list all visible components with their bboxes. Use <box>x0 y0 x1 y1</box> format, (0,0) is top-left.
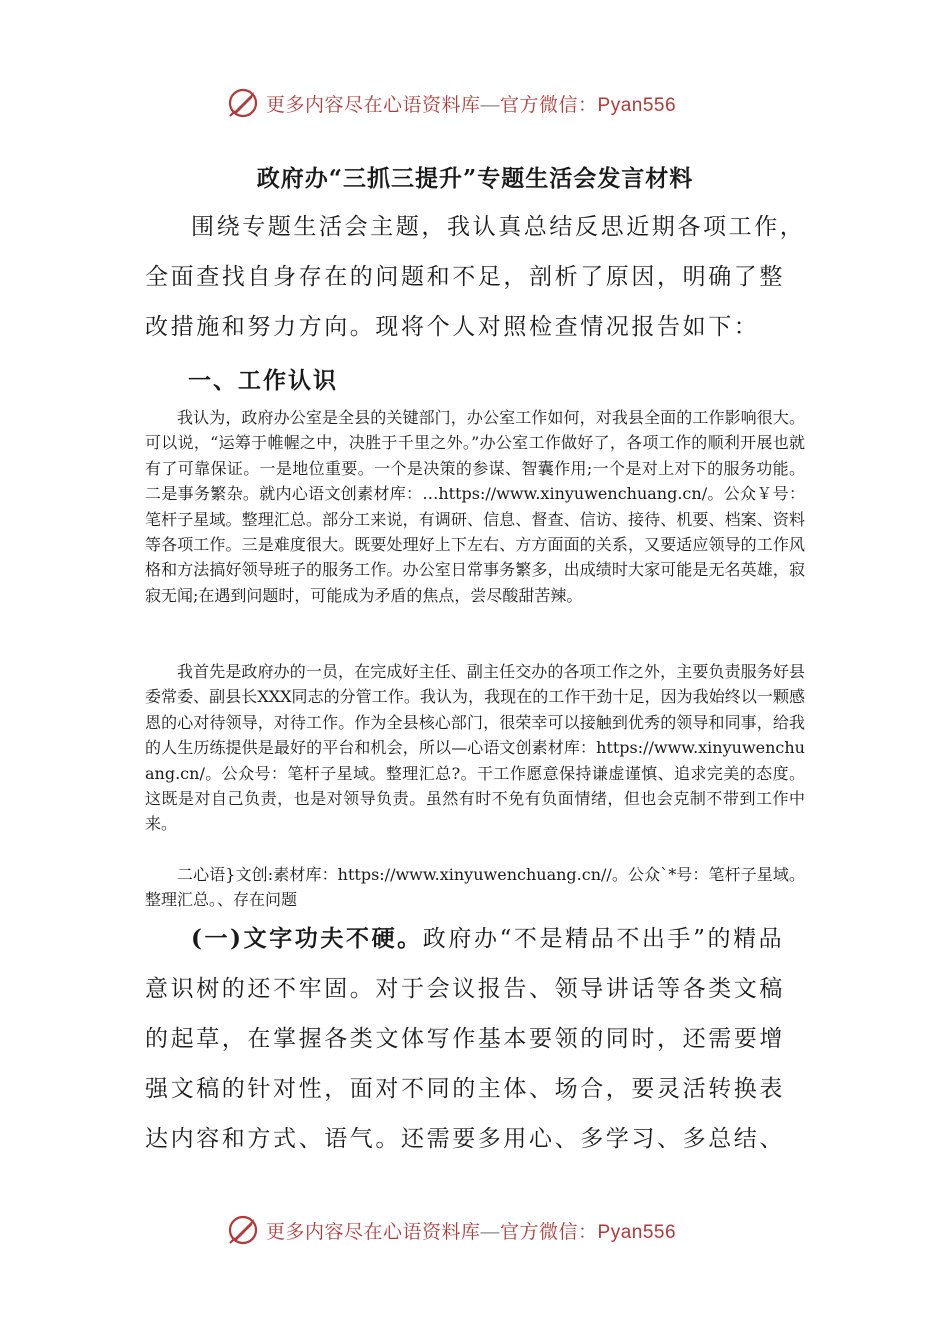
banner-text: 更多内容尽在心语资料库—官方微信：Pyan556 <box>266 1220 677 1243</box>
header-banner <box>226 86 746 120</box>
footer-banner <box>226 1213 746 1247</box>
paragraph-problems-intro: 二心语}文创:素材库：https://www.xinyuwenchuang.cn//。公众`*号：笔杆子星域。整理汇总。、存在问题 <box>145 865 805 910</box>
subsection-line-5: 达内容和方式、语气。还需要多用心、多学习、多总结、 <box>145 1126 785 1152</box>
subsection-line-1: (一)文字功夫不硬。政府办“不是精品不出手”的精品 <box>191 925 785 952</box>
paragraph-personal-role: 我首先是政府办的一员，在完成好主任、副主任交办的各项工作之外，主要负责服务好县委常委、副县长XXX同志的分管工作。我认为，我现在的工作干劲十足，因为我始终以一颗感恩的心对待领导，对待工作。作为全县核心部门，很荣幸可以接触到优秀的领导和同事，给我的人生历练提供是最好的平台和机会，所以—心语文创素材库：https://www.xinyuwenchuang.cn/。公众号：笔杆子星域。整理汇总?。干工作愿意保持谦虚谨慎、追求完美的态度。这既是对自己负责，也是对领导负责。虽然有时不免有负面情绪，但也会克制不带到工作中来。 <box>145 662 805 834</box>
subsection-label: (一)文字功夫不硬。 <box>191 925 423 952</box>
subsection-line-2: 意识树的还不牢固。对于会议报告、领导讲话等各类文稿 <box>145 976 785 1002</box>
intro-line-3: 改措施和努力方向。现将个人对照检查情况报告如下： <box>145 314 760 340</box>
intro-line-1: 围绕专题生活会主题，我认真总结反思近期各项工作， <box>191 214 806 240</box>
section-heading: 一、工作认识 <box>188 367 338 394</box>
intro-line-2: 全面查找自身存在的问题和不足，剖析了原因，明确了整 <box>145 264 785 290</box>
quill-logo-icon <box>226 1213 260 1247</box>
subsection-line-3: 的起草，在掌握各类文体写作基本要领的同时，还需要增 <box>145 1026 785 1052</box>
paragraph-work-understanding: 我认为，政府办公室是全县的关键部门，办公室工作如何，对我县全面的工作影响很大。可以说，“运筹于帷幄之中，决胜于千里之外。”办公室工作做好了，各项工作的顺利开展也就有了可靠保证。一是地位重要。一个是决策的参谋、智囊作用;一个是对上对下的服务功能。二是事务繁杂。就内心语文创素材库：…https://www.xinyuwenchuang.cn/。公众￥号：笔杆子星域。整理汇总。部分工来说，有调研、信息、督查、信访、接待、机要、档案、资料等各项工作。三是难度很大。既要处理好上下左右、方方面面的关系，又要适应领导的工作风格和方法搞好领导班子的服务工作。办公室日常事务繁多，出成绩时大家可能是无名英雄，寂寂无闻;在遇到问题时，可能成为矛盾的焦点，尝尽酸甜苦辣。 <box>145 408 805 605</box>
subsection-line-4: 强文稿的针对性，面对不同的主体、场合，要灵活转换表 <box>145 1076 785 1102</box>
document-title: 政府办“三抓三提升”专题生活会发言材料 <box>256 165 694 192</box>
banner-text: 更多内容尽在心语资料库—官方微信：Pyan556 <box>266 93 677 116</box>
quill-logo-icon <box>226 86 260 120</box>
